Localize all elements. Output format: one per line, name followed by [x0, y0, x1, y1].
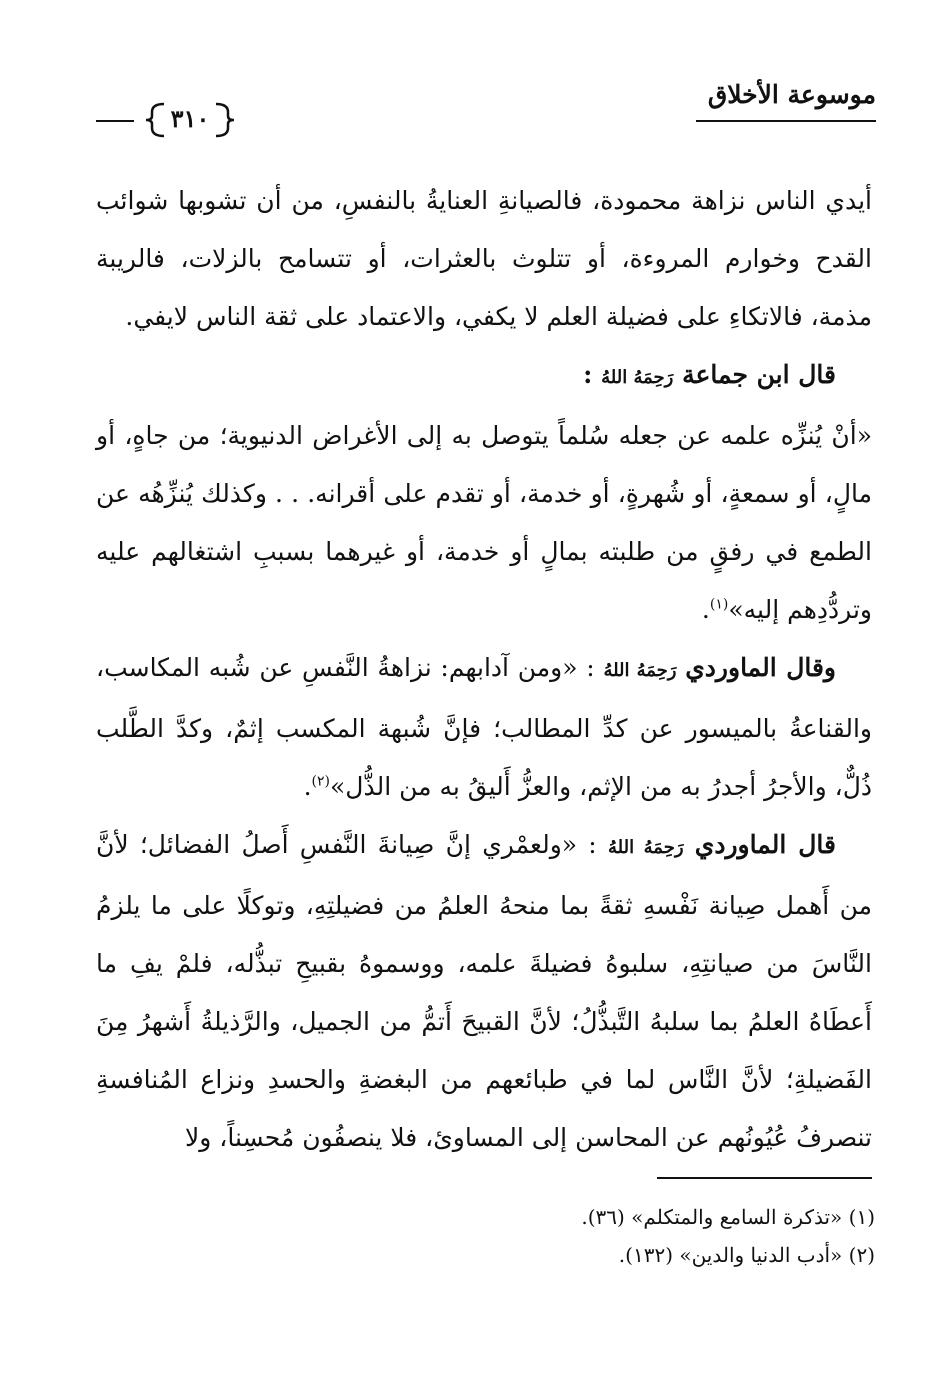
body-text [96, 172, 872, 1167]
running-title: موسوعة الأخلاق [707, 80, 876, 109]
footnote: (٢) «أدب الدنيا والدين» (١٣٢). [618, 1243, 875, 1267]
paragraph [96, 172, 872, 346]
paragraph-tail: . [303, 772, 312, 801]
page-number-frame [144, 100, 236, 140]
paragraph-text: أيدي الناس نزاهة محمودة، فالصيانةِ العنايةُ بالنفسِ، من أن تشوبها شوائب القدح وخوارم المروءة، أو تتلوث بالعثرات، أو تتسامح بالزلات، فالريبة مذمة، فالاتكاءِ على فضيلة العلم لا يكفي، والاعتماد على ثقة الناس لايفي. [96, 186, 872, 331]
quote-text: : «ولعمْري إنَّ صِيانةَ النَّفسِ أَصلُ الفضائل؛ لأنَّ من أَهمل صِيانة نَفْسهِ ثقةً بما منحهُ العلمُ من فضيلتِهِ، وتوكلًا على ما يلزمُ النَّاسَ من صيانتِهِ، سلبوهُ فضيلةَ علمه، ووسموهُ بقبيحِ تبذُّله، فلمْ يفِ ما أَعطَاهُ العلمُ بما سلبهُ التَّبذُّلُ؛ لأنَّ القبيحَ أَتمُّ من الجميل، والرَّذيلةُ أَشهرُ مِنَ الفَضيلةِ؛ لأنَّ النَّاس لما في طبائعهم من البغضةِ والحسدِ ونزاع المُنافسةِ تنصرفُ عُيُونُهم عن المحاسن إلى المساوئ، فلا ينصفُون مُحسِناً، ولا [96, 830, 872, 1152]
footnote-separator [657, 1177, 872, 1179]
footnotes [175, 1198, 875, 1274]
footnote-ref[interactable]: (١) [709, 596, 729, 613]
footnote: (١) «تذكرة السامع والمتكلم» (٣٦). [581, 1205, 875, 1229]
honorific-ligature: رَحِمَهُ اللهُ [601, 367, 674, 388]
header-rule-right [696, 120, 876, 122]
honorific-ligature: رَحِمَهُ اللهُ [603, 660, 677, 681]
footnote-ref[interactable]: (٢) [311, 773, 331, 790]
speaker: وقال الماوردي [685, 653, 836, 682]
quote-text: «أنْ يُنزِّه علمه عن جعله سُلماً يتوصل به إلى الأغراض الدنيوية؛ من جاهٍ، أو مالٍ، أو سمعةٍ، أو شُهرةٍ، أو خدمة، أو تقدم على أقرانه. . . وكذلك يُنزِّهُه عن الطمع في رفقٍ من طلبته بمالٍ أو خدمة، أو غيرهما بسببِ اشتغالهم عليه وتردُّدِهم إليه» [96, 421, 872, 624]
paragraph [96, 407, 872, 639]
honorific-ligature: رَحِمَهُ اللهُ [607, 837, 684, 858]
paragraph-text: : [583, 360, 593, 389]
paragraph-tail: . [701, 595, 710, 624]
speaker: قال ابن جماعة [682, 360, 836, 389]
quote-text: : «ومن آدابهم: نزاهةُ النَّفسِ عن شُبه المكاسب، والقناعةُ بالميسور عن كدِّ المطالب؛ فإنَّ شُبهة المكسب إثمٌ، وكدَّ الطَّلب ذُلٌّ، والأجرُ أجدرُ به من الإثم، والعزُّ أَليقُ به من الذُّل» [96, 653, 872, 801]
paragraph-heading [96, 346, 872, 407]
header-rule-left [96, 120, 134, 122]
paragraph [96, 639, 872, 816]
speaker: قال الماوردي [694, 830, 836, 859]
page-header [96, 78, 876, 138]
page-number: ٣١٠ [170, 104, 210, 133]
paragraph [96, 816, 872, 1167]
